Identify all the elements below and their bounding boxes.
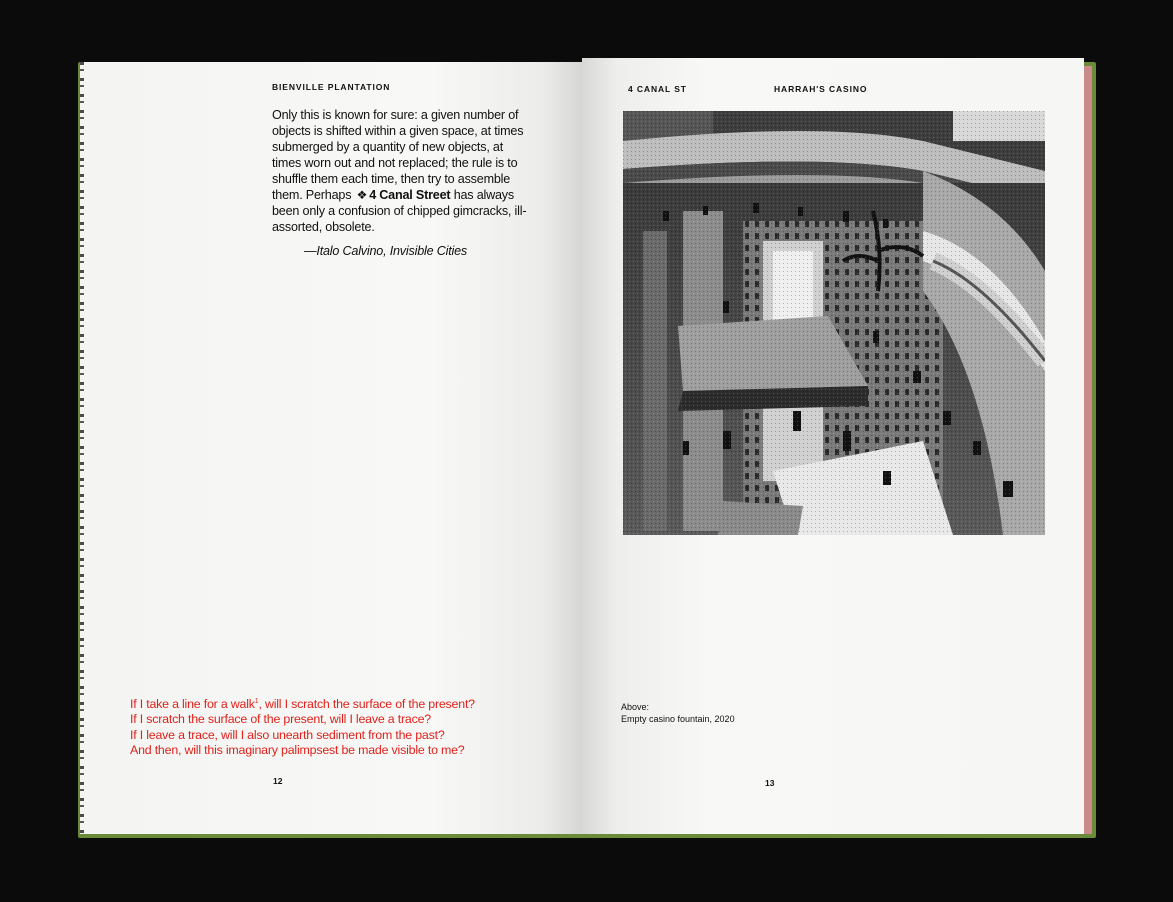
footnote-marker: 1 [254,697,259,705]
poem-line-1-start: If I take a line for a walk [130,697,255,711]
page-number-right: 13 [765,778,775,788]
running-head-address: 4 CANAL ST [628,84,687,94]
running-head-left: BIENVILLE PLANTATION [272,82,391,92]
clover-glyph-icon: ❖ [356,188,368,202]
attribution-title: Invisible Cities [389,244,467,258]
left-page-edge [80,62,84,834]
caption-text: Empty casino fountain, 2020 [621,713,735,724]
photo-caption [621,702,735,725]
quote-attribution [304,244,467,258]
poem-line-3: If I leave a trace, will I also unearth sediment from the past? [130,727,445,742]
fountain-photo [623,111,1045,535]
running-head-title: HARRAH'S CASINO [774,84,868,94]
poem-line-1 [130,697,510,712]
quote-emphasis: 4 Canal Street [369,188,451,202]
poem-line-1-end: , will I scratch the surface of the present? [258,697,475,711]
attribution-author: —Italo Calvino, [304,244,390,258]
quote-text-end: has always been only a confusion of chipped gimcracks, ill-assorted, obsolete. [272,188,527,234]
red-poem [130,697,510,759]
epigraph-quote [272,107,534,235]
quote-text: Only this is known for sure: a given number of objects is shifted within a given space, at times submerged by a quantity of new objects, at times worn out and not replaced; the rule is to shuffle them each time, then try to assemble them. Perhaps [272,108,524,202]
poem-line-2: If I scratch the surface of the present, will I leave a trace? [130,712,431,727]
page-number-left: 12 [273,776,283,786]
caption-label: Above: [621,702,650,712]
poem-line-4: And then, will this imaginary palimpsest be made visible to me? [130,743,465,758]
